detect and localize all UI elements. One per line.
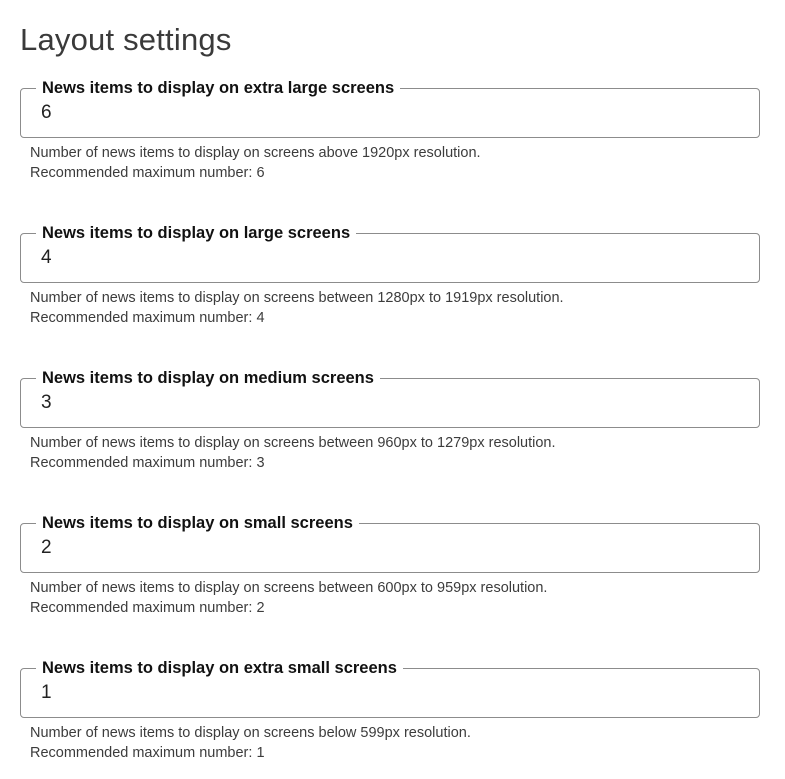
field-label-small: News items to display on small screens: [36, 512, 359, 534]
page-title: Layout settings: [20, 22, 232, 57]
help-text-extra-large: [30, 143, 750, 183]
help-description: Number of news items to display on screens above 1920px resolution.: [30, 145, 481, 161]
extra-large-screens-input[interactable]: [35, 100, 747, 126]
field-large-screens: [20, 224, 760, 283]
field-extra-small-screens: [20, 659, 760, 718]
help-text-small: [30, 578, 750, 618]
field-extra-large-screens: [20, 79, 760, 138]
help-description: Number of news items to display on screens below 599px resolution.: [30, 725, 471, 741]
help-text-extra-small: [30, 723, 750, 763]
help-recommended: Recommended maximum number: 3: [30, 455, 265, 471]
help-recommended: Recommended maximum number: 1: [30, 745, 265, 761]
field-label-extra-large: News items to display on extra large screens: [36, 77, 400, 99]
extra-small-screens-input[interactable]: [35, 680, 747, 706]
field-label-extra-small: News items to display on extra small screens: [36, 657, 403, 679]
field-small-screens: [20, 514, 760, 573]
help-text-large: [30, 288, 750, 328]
large-screens-input[interactable]: [35, 245, 747, 271]
help-description: Number of news items to display on screens between 600px to 959px resolution.: [30, 580, 548, 596]
small-screens-input[interactable]: [35, 535, 747, 561]
help-description: Number of news items to display on screens between 1280px to 1919px resolution.: [30, 290, 564, 306]
field-label-large: News items to display on large screens: [36, 222, 356, 244]
help-recommended: Recommended maximum number: 4: [30, 310, 265, 326]
field-label-medium: News items to display on medium screens: [36, 367, 380, 389]
help-recommended: Recommended maximum number: 6: [30, 165, 265, 181]
help-text-medium: [30, 433, 750, 473]
field-medium-screens: [20, 369, 760, 428]
help-recommended: Recommended maximum number: 2: [30, 600, 265, 616]
medium-screens-input[interactable]: [35, 390, 747, 416]
help-description: Number of news items to display on screens between 960px to 1279px resolution.: [30, 435, 556, 451]
